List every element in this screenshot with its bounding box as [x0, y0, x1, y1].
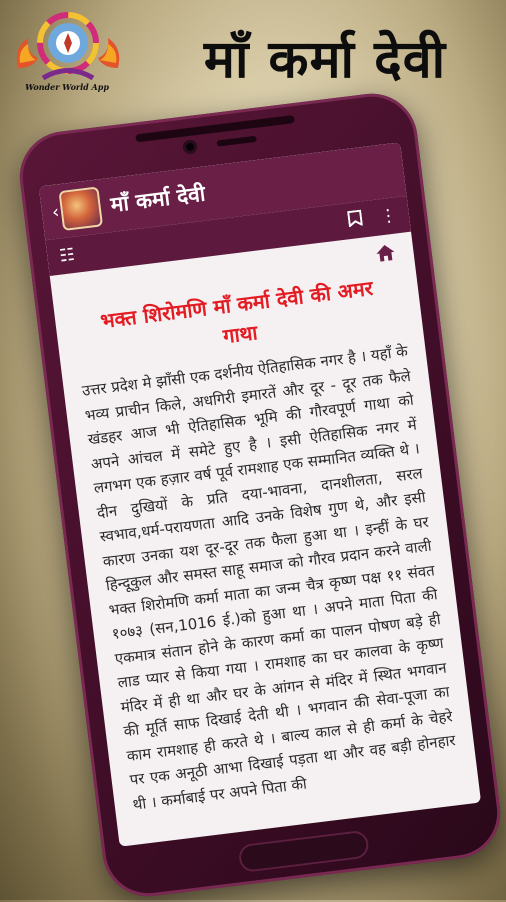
home-icon[interactable]: [374, 242, 397, 268]
camera-icon: [182, 139, 198, 155]
back-arrow-icon[interactable]: ‹: [50, 200, 61, 223]
speaker-grille: [216, 136, 256, 147]
bookmark-icon[interactable]: [347, 209, 363, 232]
phone-home-button: [238, 830, 370, 874]
logo-caption: Wonder World App: [25, 82, 109, 92]
app-avatar-icon: [59, 186, 104, 231]
logo-emblem-icon: [8, 8, 128, 88]
article-body: उत्तर प्रदेश मे झाँसी एक दर्शनीय ऐतिहासिक नगर है । यहाँ के भव्य प्राचीन किले, अधगिरी इमारतें और दूर - दूर तक फैले खंडहर आज भी ऐतिहासिक भूमि की गौरवपूर्ण गाथा को अपने आंचल में समेटे हुए है । इसी ऐतिहासिक नगर में लगभग एक हज़ार वर्ष पूर्व रामशाह एक सम्मानित व्यक्ति थे । दीन दुखियों के प्रति दया-भावना, दानशीलता, सरल स्वभाव,धर्म-परायणता आदि उनके विशेष गुण थे, और इसी कारण उनका यश दूर-दूर तक फैला हुआ था । इन्हीं के घर हिन्दूकुल और समस्त साहू समाज को गौरव प्रदान करने वाली भक्त शिरोमणि कर्मा माता का जन्म चैत्र कृष्ण पक्ष ११ संवत १०७३ (सन,1016 ई.)को हुआ था । अपने माता पिता की एकमात्र संतान होने के कारण कर्मा का पालन पोषण बड़े ही लाड प्यार से किया गया । रामशाह का घर कालवा के कृष्ण मंदिर में ही था और घर के आंगन से मंदिर में स्थित भगवान की मूर्ति साफ दिखाई देती थी । भगवान की सेवा-पूजा का काम रामशाह ही करते थे । बाल्य काल से ही कर्मा के चेहरे पर एक अनूठी आभा दिखाई पड़ता था और वह बड़ी होनहार थी । कर्माबाई पर अपने पिता की: [80, 342, 457, 814]
hero-headline: माँ कर्मा देवी: [203, 30, 447, 90]
article-content: [50, 232, 478, 819]
phone-top-bar: [135, 115, 295, 142]
text-lines-icon[interactable]: ☷: [58, 244, 76, 267]
article-title: भक्त शिरोमणि माँ कर्मा देवी की अमर गाथा: [99, 275, 375, 349]
app-title: माँ कर्मा देवी: [109, 181, 207, 217]
phone-mockup: [15, 88, 506, 901]
app-screen: [39, 142, 481, 846]
more-dots-icon[interactable]: ⋮: [378, 205, 399, 228]
